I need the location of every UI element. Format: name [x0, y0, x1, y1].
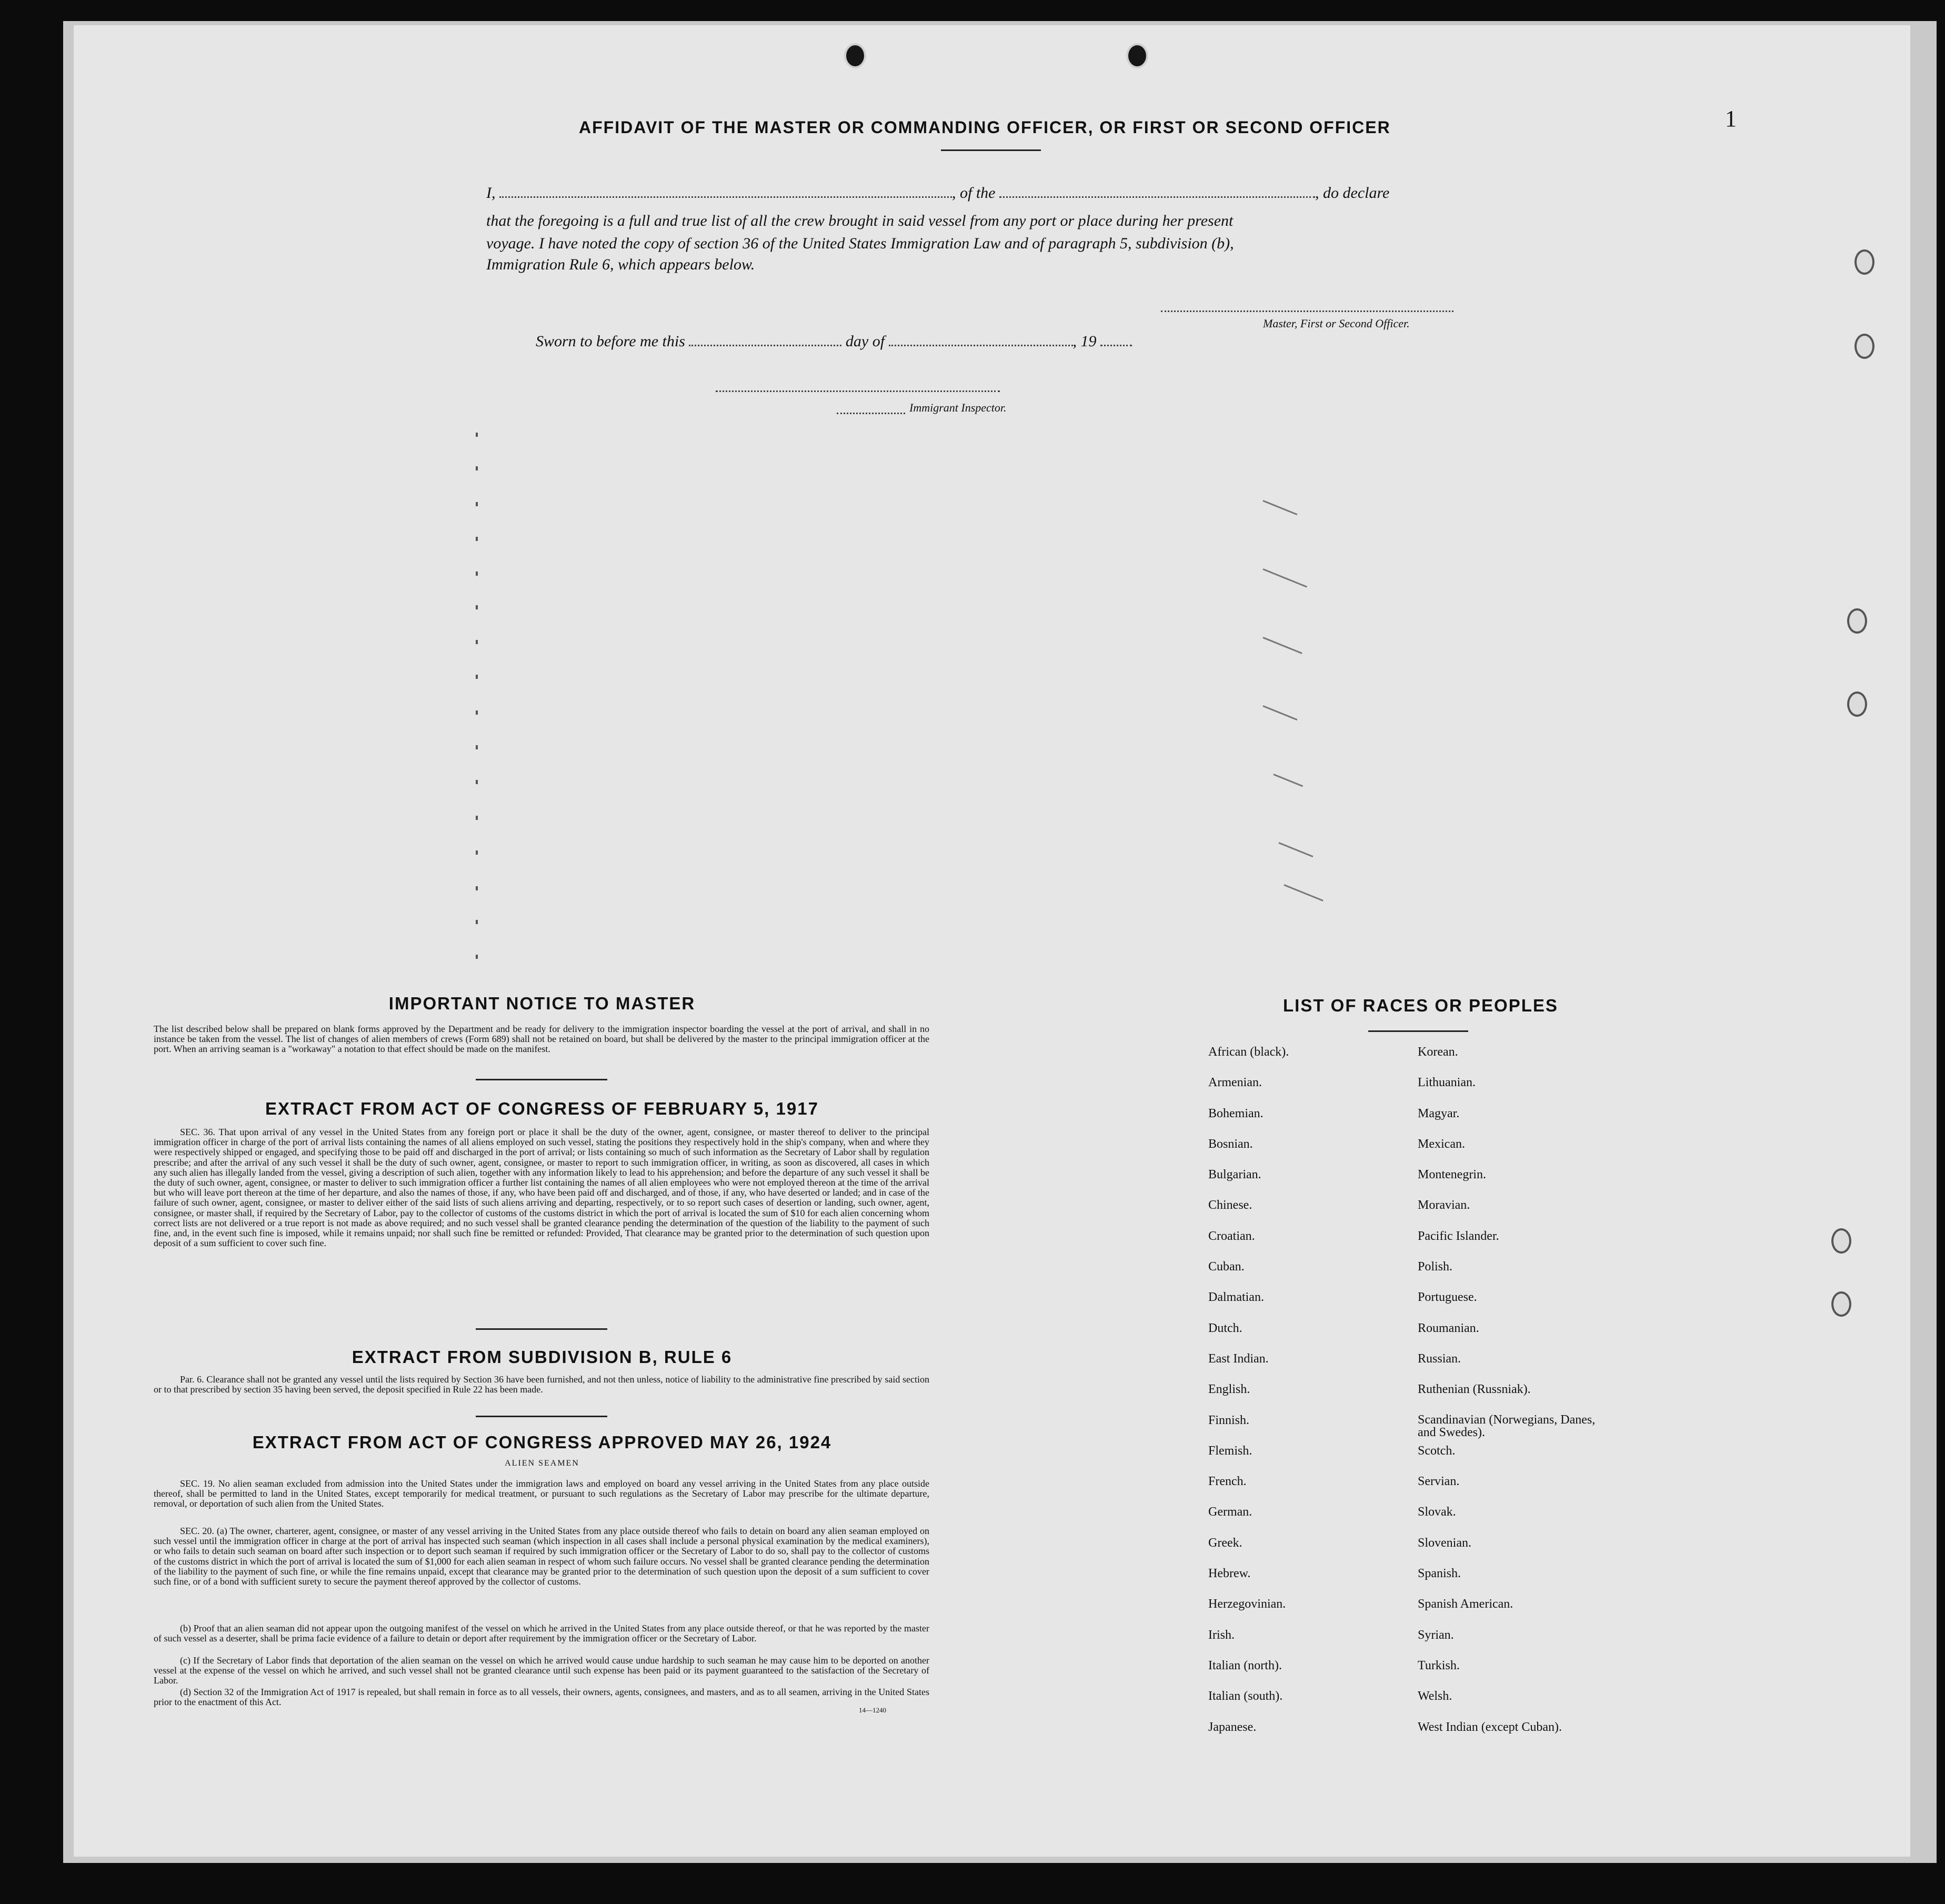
race-item: Syrian.	[1418, 1628, 1454, 1642]
race-item: Chinese.	[1208, 1198, 1252, 1212]
bleed-mark	[476, 780, 478, 784]
race-item: Bulgarian.	[1208, 1168, 1261, 1182]
race-item: Irish.	[1208, 1628, 1235, 1642]
bleed-mark	[476, 920, 478, 924]
race-item: Scotch.	[1418, 1444, 1456, 1458]
notice-text: The list described below shall be prepared on blank forms approved by the Department and be ready for delivery to the immigration inspector boarding the vessel at the port of arrival, and shall in no instance be taken from the vessel. The list of changes of alien members of crews (Form 689) shall not be retained on board, but shall be delivered by the master to the principal immigration officer at the port. When an arriving seaman is a "workaway" a notation to that effect should be made on the manifest.	[154, 1024, 929, 1055]
race-item: Bosnian.	[1208, 1137, 1253, 1151]
race-item: German.	[1208, 1505, 1252, 1519]
race-item: African (black).	[1208, 1045, 1289, 1059]
race-item: Finnish.	[1208, 1413, 1250, 1427]
race-item: Ruthenian (Russniak).	[1418, 1382, 1531, 1397]
race-item: Roumanian.	[1418, 1321, 1479, 1335]
race-item: East Indian.	[1208, 1351, 1269, 1366]
race-item: Moravian.	[1418, 1198, 1470, 1212]
bleed-mark	[476, 537, 478, 541]
section-rule	[476, 1416, 607, 1417]
race-item: Croatian.	[1208, 1229, 1255, 1243]
bleed-mark	[476, 955, 478, 959]
races-title-rule	[1368, 1030, 1468, 1032]
race-item: Dalmatian.	[1208, 1290, 1264, 1305]
race-item: Hebrew.	[1208, 1567, 1251, 1581]
bleed-mark	[476, 710, 478, 715]
sec20b-text: (b) Proof that an alien seaman did not appear upon the outgoing manifest of the vessel on which he arrived in the United States from any place outside thereof, or that he was reported by the master of such vessel as a deserter, shall be prima facie evidence of a failure to detain or deport after requirement by the immigration officer or the Secretary of Labor.	[154, 1623, 929, 1644]
bleed-mark	[476, 466, 478, 470]
race-item: Italian (north).	[1208, 1658, 1282, 1672]
affidavit-of-the-label: , of the	[952, 184, 996, 202]
affidavit-line-4: Immigration Rule 6, which appears below.	[486, 256, 755, 273]
binder-hole	[1831, 1291, 1851, 1317]
race-item: Bohemian.	[1208, 1106, 1264, 1120]
race-item: Russian.	[1418, 1351, 1461, 1366]
sec19-text: SEC. 19. No alien seaman excluded from admission into the United States under the immigration laws and employed on board any vessel arriving in the United States from any place outside thereof, shall be permitted to land in the United States, except temporarily for medical treatment, or pursuant to such regulations as the Secretary of Labor may prescribe for the ultimate departure, removal, or deportation of such alien from the United States.	[154, 1478, 929, 1509]
affidavit-title: AFFIDAVIT OF THE MASTER OR COMMANDING OFFICER, OR FIRST OR SECOND OFFICER	[579, 118, 1391, 137]
sec20a-text: SEC. 20. (a) The owner, charterer, agent, consignee, or master of any vessel arriving in the United States from any place outside thereof who fails to detain on board any alien seaman employed on such vessel until the immigration officer in charge at the port of arrival has inspected such seaman (which inspection in all cases shall include a personal physical examination by the medical examiners), or who fails to detain such seaman on board after such inspection or to deport such seaman if required by such immigration officer or the Secretary of Labor to do so, shall pay to the collector of customs of the customs district in which the port of arrival is located the sum of $1,000 for each alien seaman in respect of whom such failure occurs. No vessel shall be granted clearance pending the determination of the liability to the payment of such fine, or while the fine remains unpaid, except that clearance may be granted prior to the determination of such question upon the deposit of a sum sufficient to cover such fine, or of a bond with sufficient surety to secure the payment thereof approved by the collector of customs.	[154, 1526, 929, 1587]
bleed-mark	[476, 433, 478, 437]
race-item: Lithuanian.	[1418, 1076, 1476, 1090]
race-item: Spanish American.	[1418, 1597, 1513, 1611]
sworn-month-blank[interactable]	[889, 343, 1073, 346]
sworn-day-of: day of	[845, 333, 885, 350]
sec20c-text: (c) If the Secretary of Labor finds that deportation of the alien seaman on the vessel on which he arrived would cause undue hardship to such seaman he may cause him to be deported on another vessel at the expense of the vessel on which he arrived, and such vessel shall not be granted clearance until such expense has been paid or its payment guaranteed to the satisfaction of the Secretary of Labor.	[154, 1655, 929, 1686]
bleed-mark	[476, 886, 478, 890]
master-name-blank[interactable]	[499, 194, 952, 198]
master-signature-caption: Master, First or Second Officer.	[1263, 317, 1410, 330]
section-rule	[476, 1328, 607, 1330]
races-right-column	[1418, 1045, 1607, 1751]
alien-seamen-subtitle: ALIEN SEAMEN	[505, 1459, 579, 1468]
bleed-mark	[476, 605, 478, 609]
race-item: Polish.	[1418, 1260, 1453, 1274]
title-rule	[941, 149, 1041, 151]
race-item: Slovak.	[1418, 1505, 1456, 1519]
binder-hole	[1854, 334, 1874, 359]
extract-rule6-text: Par. 6. Clearance shall not be granted any vessel until the lists required by Section 36 have been furnished, and not then unless, notice of liability to the administrative fine prescribed by said section or to that prescribed by section 35 having been served, the deposit specified in Rule 22 has been made.	[154, 1374, 929, 1395]
bleed-mark	[476, 572, 478, 576]
race-item: Welsh.	[1418, 1689, 1452, 1703]
affidavit-i-label: I,	[486, 184, 496, 202]
binding-hole	[844, 43, 866, 68]
race-item: Turkish.	[1418, 1658, 1460, 1672]
race-item: French.	[1208, 1475, 1247, 1489]
race-item: Scandinavian (Norwegians, Danes, and Swedes).	[1418, 1412, 1596, 1439]
sworn-year: , 19	[1072, 333, 1097, 350]
races-title: LIST OF RACES OR PEOPLES	[1283, 996, 1558, 1015]
race-item: Spanish.	[1418, 1567, 1461, 1581]
extract-rule6-title: EXTRACT FROM SUBDIVISION B, RULE 6	[352, 1347, 733, 1367]
sworn-prefix: Sworn to before me this	[536, 333, 685, 350]
section-rule	[476, 1079, 607, 1080]
sworn-line	[536, 333, 1132, 350]
binder-hole	[1831, 1228, 1851, 1254]
affidavit-line-2: that the foregoing is a full and true list of all the crew brought in said vessel from any port or place during her present	[486, 212, 1234, 229]
race-item: Armenian.	[1208, 1076, 1262, 1090]
affidavit-line-3: voyage. I have noted the copy of section 36 of the United States Immigration Law and of paragraph 5, subdivision (b),	[486, 235, 1234, 252]
race-item: Montenegrin.	[1418, 1168, 1486, 1182]
extract-1917-text: SEC. 36. That upon arrival of any vessel in the United States from any foreign port or place it shall be the duty of the owner, agent, consignee, or master thereof to deliver to the principal immigration officer in charge of the port of arrival lists containing the names of all aliens employed on such vessel, stating the positions they respectively hold in the ship's company, when and where they were respectively shipped or engaged, and specifying those to be paid off and discharged in the port of arrival; or lists containing so much of such information as the Secretary of Labor shall by regulation prescribe; and after the arrival of any such vessel it shall be the duty of such owner, agent, consignee, or master to report to such immigration officer, in writing, as soon as discovered, all cases in which any such alien has illegally landed from the vessel, giving a description of such alien, together with any information likely to lead to his apprehension; and before the departure of any such vessel it shall be the duty of such owner, agent, consignee, or master to deliver to such immigration officer a further list containing the names of all alien employees who were not employed thereon at the time of the arrival but who will leave port thereon at the time of her departure, and also the names of those, if any, who have been paid off and discharged, and of those, if any, who have deserted or landed; and in case of the failure of such owner, agent, consignee, or master to deliver either of the said lists of such aliens arriving and departing, respectively, or to so report such cases of desertion or landing, such owner, agent, consignee, or master shall, if required by the Secretary of Labor, pay to the collector of customs of the customs district in which the port of arrival is located the sum of $10 for each alien concerning whom correct lists are not delivered or a true report is not made as above required; and no such vessel shall be granted clearance pending the determination of the question of the liability to the payment of such fine, and, in the event such fine is imposed, while it remains unpaid; nor shall such fine be remitted or refunded: Provided, That clearance may be granted prior to the determination of such question upon deposit of a sum sufficient to cover such fine.	[154, 1127, 929, 1249]
race-item: West Indian (except Cuban).	[1418, 1720, 1562, 1734]
affidavit-do-declare-label: , do declare	[1315, 184, 1390, 202]
inspector-lead-blank	[837, 410, 905, 414]
bleed-mark	[476, 675, 478, 679]
sworn-day-blank[interactable]	[689, 343, 841, 346]
sec20d-text: (d) Section 32 of the Immigration Act of 1917 is repealed, but shall remain in force as to all vessels, their owners, agents, consignees, and masters, and as to all seamen, arriving in the United States prior to the enactment of this Act.	[154, 1687, 929, 1708]
race-item: Magyar.	[1418, 1106, 1460, 1120]
race-item: Portuguese.	[1418, 1290, 1477, 1305]
race-item: Greek.	[1208, 1536, 1242, 1550]
binder-hole	[1854, 249, 1874, 275]
binder-hole	[1847, 692, 1867, 717]
race-item: Dutch.	[1208, 1321, 1242, 1335]
race-item: Korean.	[1418, 1045, 1458, 1059]
master-signature-blank[interactable]	[1161, 308, 1453, 312]
inspector-signature-blank[interactable]	[716, 388, 1000, 392]
vessel-name-blank[interactable]	[999, 194, 1315, 198]
race-item: Mexican.	[1418, 1137, 1465, 1151]
race-item: Herzegovinian.	[1208, 1597, 1286, 1611]
affidavit-line-1	[486, 184, 1389, 202]
inspector-caption: Immigrant Inspector.	[909, 401, 1007, 414]
race-item: Pacific Islander.	[1418, 1229, 1499, 1243]
page-number: 1	[1725, 106, 1737, 132]
extract-1917-title: EXTRACT FROM ACT OF CONGRESS OF FEBRUARY 5, 1917	[265, 1099, 819, 1118]
bleed-mark	[476, 850, 478, 855]
race-item: Flemish.	[1208, 1444, 1252, 1458]
race-item: Slovenian.	[1418, 1536, 1471, 1550]
bleed-mark	[476, 502, 478, 506]
race-item: Italian (south).	[1208, 1689, 1283, 1703]
extract-1924-title: EXTRACT FROM ACT OF CONGRESS APPROVED MAY 26, 1924	[252, 1432, 832, 1452]
binder-hole	[1847, 608, 1867, 634]
bleed-mark	[476, 640, 478, 644]
race-item: Cuban.	[1208, 1260, 1245, 1274]
sworn-year-blank[interactable]	[1100, 343, 1132, 346]
race-item: Servian.	[1418, 1475, 1460, 1489]
race-item: Japanese.	[1208, 1720, 1257, 1734]
notice-title: IMPORTANT NOTICE TO MASTER	[388, 994, 696, 1013]
bleed-mark	[476, 745, 478, 749]
binding-hole	[1126, 43, 1148, 68]
races-left-column	[1208, 1045, 1289, 1751]
bleed-mark	[476, 816, 478, 820]
form-number: 14—1240	[859, 1706, 886, 1714]
race-item: English.	[1208, 1382, 1250, 1397]
